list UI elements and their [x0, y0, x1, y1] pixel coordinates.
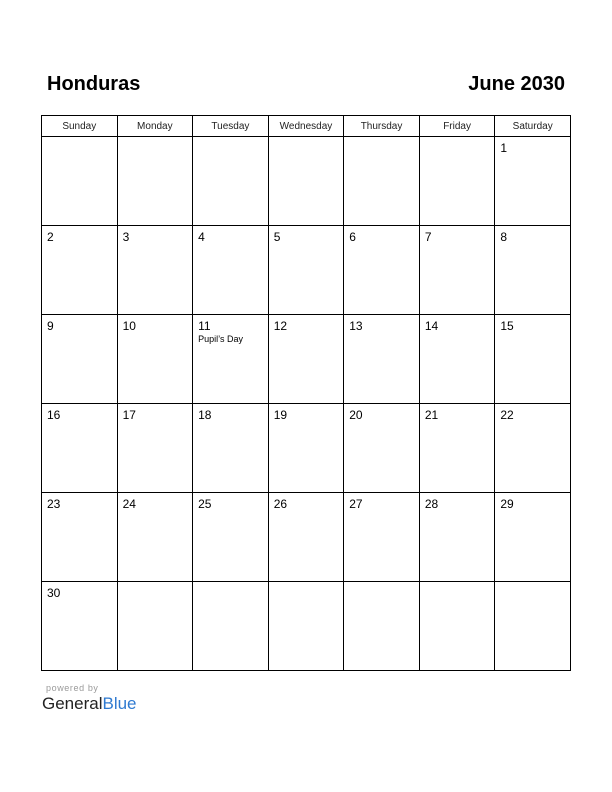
- weekday-tuesday: Tuesday: [193, 116, 269, 137]
- calendar-grid: [41, 115, 571, 671]
- week-row: [42, 137, 571, 226]
- weekday-header-row: [42, 116, 571, 137]
- day-number: 17: [122, 408, 136, 422]
- day-cell: [495, 493, 571, 582]
- day-cell: [117, 226, 193, 315]
- day-cell: [42, 404, 118, 493]
- brand-blue-text: Blue: [102, 694, 137, 713]
- day-cell: [344, 226, 420, 315]
- day-cell: [419, 315, 495, 404]
- day-number: 8: [500, 230, 508, 244]
- day-number: 15: [500, 319, 514, 333]
- day-cell: [344, 493, 420, 582]
- week-row: [42, 315, 571, 404]
- country-title: Honduras: [47, 73, 141, 95]
- weekday-monday: Monday: [117, 116, 193, 137]
- day-number: 20: [349, 408, 363, 422]
- day-cell: [42, 315, 118, 404]
- day-number: 6: [349, 230, 356, 244]
- day-cell: [42, 493, 118, 582]
- day-number: 13: [349, 319, 363, 333]
- day-cell: [117, 404, 193, 493]
- day-cell: [419, 137, 495, 226]
- day-cell: [495, 137, 571, 226]
- week-row: [42, 493, 571, 582]
- powered-by-label: powered by: [46, 683, 99, 693]
- day-number: 10: [122, 319, 136, 333]
- day-number: 26: [273, 497, 288, 511]
- day-cell: [42, 226, 118, 315]
- day-number: 3: [122, 230, 130, 244]
- day-number: 29: [500, 497, 514, 511]
- day-number: 25: [198, 497, 212, 511]
- day-cell: [495, 404, 571, 493]
- day-cell: [42, 582, 118, 671]
- day-cell: [344, 315, 420, 404]
- week-row: [42, 404, 571, 493]
- day-number: 2: [47, 230, 54, 244]
- day-number: 24: [122, 497, 136, 511]
- day-number: 11: [198, 319, 211, 333]
- day-cell: [268, 582, 344, 671]
- day-cell: [117, 582, 193, 671]
- day-cell: [268, 493, 344, 582]
- day-number: 12: [273, 319, 288, 333]
- day-cell: [419, 582, 495, 671]
- brand-general-text: General: [42, 694, 103, 713]
- day-number: 21: [424, 408, 439, 422]
- day-cell: [117, 493, 193, 582]
- day-number: 16: [47, 408, 61, 422]
- day-number: 7: [424, 230, 432, 244]
- weekday-saturday: Saturday: [495, 116, 571, 137]
- weekday-wednesday: Wednesday: [268, 116, 344, 137]
- month-title: June 2030: [468, 73, 565, 95]
- holiday-label: Pupil’s Day: [198, 334, 243, 344]
- day-number: 14: [424, 319, 439, 333]
- day-cell: [42, 137, 118, 226]
- weekday-friday: Friday: [419, 116, 495, 137]
- day-number: 30: [47, 586, 61, 600]
- day-cell: [268, 137, 344, 226]
- day-number: 22: [500, 408, 514, 422]
- day-cell: [419, 226, 495, 315]
- day-cell: [193, 315, 269, 404]
- day-cell: [193, 137, 269, 226]
- generalblue-logo[interactable]: [42, 694, 137, 714]
- day-cell: [193, 404, 269, 493]
- weekday-sunday: Sunday: [42, 116, 118, 137]
- day-cell: [419, 493, 495, 582]
- day-number: 19: [273, 408, 288, 422]
- day-cell: [117, 137, 193, 226]
- day-number: 18: [198, 408, 212, 422]
- day-cell: [419, 404, 495, 493]
- day-cell: [344, 582, 420, 671]
- day-cell: [495, 315, 571, 404]
- day-cell: [117, 315, 193, 404]
- day-cell: [495, 582, 571, 671]
- day-number: 23: [47, 497, 61, 511]
- day-number: 4: [198, 230, 205, 244]
- day-cell: [344, 137, 420, 226]
- day-cell: [268, 315, 344, 404]
- week-row: [42, 226, 571, 315]
- day-cell: [495, 226, 571, 315]
- day-cell: [193, 582, 269, 671]
- day-number: 9: [47, 319, 54, 333]
- week-row: [42, 582, 571, 671]
- day-number: 28: [424, 497, 439, 511]
- weekday-thursday: Thursday: [344, 116, 420, 137]
- day-cell: [268, 226, 344, 315]
- day-number: 27: [349, 497, 363, 511]
- day-number: 1: [500, 141, 508, 155]
- day-cell: [193, 493, 269, 582]
- day-cell: [268, 404, 344, 493]
- day-number: 5: [273, 230, 281, 244]
- day-cell: [193, 226, 269, 315]
- day-cell: [344, 404, 420, 493]
